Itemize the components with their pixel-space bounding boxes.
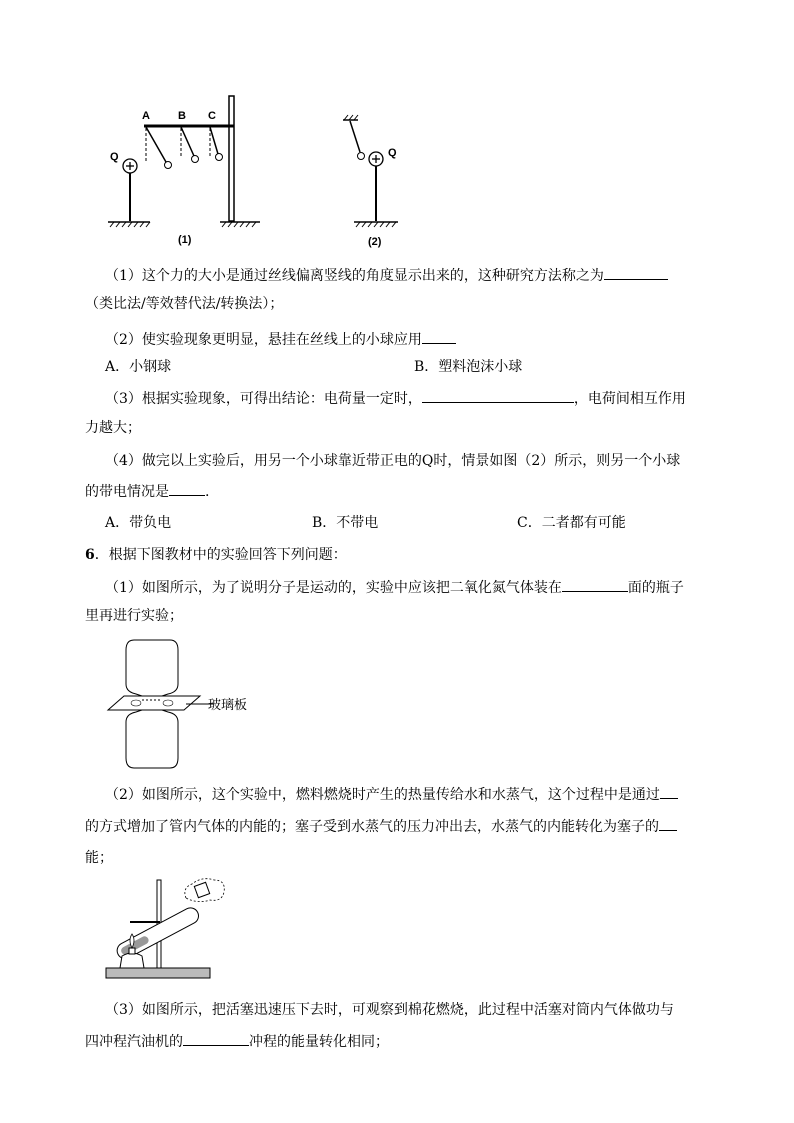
q5-part1-text: （1）这个力的大小是通过丝线偏离竖线的角度显示出来的，这种研究方法称之为 xyxy=(105,268,604,284)
q5-part4-line1: （4）做完以上实验后，用另一个小球靠近带正电的Q时，情景如图（2）所示，则另一个小球 xyxy=(105,453,681,469)
charge-q-label: Q xyxy=(110,151,119,163)
q5-part2-blank[interactable] xyxy=(422,329,456,344)
q6-part1-text-a: （1）如图所示，为了说明分子是运动的，实验中应该把二氧化氮气体装在 xyxy=(105,580,562,596)
q5-part3-blank[interactable] xyxy=(422,388,574,403)
q5-part4-option-c: C．二者都有可能 xyxy=(517,515,626,531)
point-c-label: C xyxy=(208,110,216,122)
q6-part1-text-b: 面的瓶子 xyxy=(627,580,684,596)
glass-plate-label: 玻璃板 xyxy=(208,698,248,713)
q6-part3-blank[interactable] xyxy=(183,1031,249,1046)
q5-part2-option-a: A．小钢球 xyxy=(105,359,172,375)
q5-part2-line xyxy=(105,329,456,350)
q6-part1-line2: 里再进行实验； xyxy=(85,608,183,624)
test-tube-diagram xyxy=(102,876,232,986)
q5-part4-option-b: B．不带电 xyxy=(312,515,379,531)
q6-title xyxy=(85,545,347,565)
point-b-label: B xyxy=(178,110,186,122)
gas-bottles-diagram xyxy=(104,638,214,770)
gas-diffusion-figure xyxy=(104,638,254,770)
q6-part2-line2 xyxy=(85,816,677,837)
q6-part2-blank-2[interactable] xyxy=(659,816,677,831)
q6-title-text: ．根据下图教材中的实验回答下列问题： xyxy=(94,547,347,563)
q6-part2-line3: 能； xyxy=(85,850,113,866)
q5-part1-line1 xyxy=(105,265,668,286)
q5-part4-text: 的带电情况是 xyxy=(85,484,169,500)
figure-1-caption: (1) xyxy=(178,234,192,246)
steam-experiment-figure xyxy=(102,876,232,986)
figure-2-caption: (2) xyxy=(368,236,382,248)
q6-part3-line2 xyxy=(85,1031,389,1052)
charge-q-label-2: Q xyxy=(388,147,397,159)
q6-part2-text-b: 的方式增加了管内气体的内能的；塞子受到水蒸气的压力冲出去，水蒸气的内能转化为塞子的 xyxy=(85,819,659,835)
q5-part3-line2: 力越大； xyxy=(85,420,141,436)
q5-part4-option-a: A．带负电 xyxy=(105,515,172,531)
q6-part3-text-c: 冲程的能量转化相同； xyxy=(249,1034,389,1050)
charge-experiment-figure xyxy=(100,90,420,250)
q5-part3-text-a: （3）根据实验现象，可得出结论：电荷量一定时， xyxy=(105,391,422,407)
q6-part3-text-b: 四冲程汽油机的 xyxy=(85,1034,183,1050)
q6-part1-blank[interactable] xyxy=(562,577,628,592)
q5-part2-text: （2）使实验现象更明显，悬挂在丝线上的小球应用 xyxy=(105,332,422,348)
q5-part1-options: （类比法/等效替代法/转换法）； xyxy=(85,296,284,312)
q6-part2-text-a: （2）如图所示，这个实验中，燃料燃烧时产生的热量传给水和水蒸气，这个过程中是通过 xyxy=(105,787,660,803)
q5-part1-blank[interactable] xyxy=(604,265,668,280)
q6-part2-line1 xyxy=(105,784,678,805)
q5-part4-period: . xyxy=(205,484,210,500)
q6-number: 6 xyxy=(85,547,95,563)
q5-part2-option-b: B．塑料泡沫小球 xyxy=(414,359,523,375)
q5-part1-line2 xyxy=(85,294,283,314)
q5-part3-line1 xyxy=(105,388,686,409)
q5-part4-line2 xyxy=(85,481,209,502)
q5-part3-text-b: ，电荷间相互作用 xyxy=(573,391,686,407)
q6-part1-line1 xyxy=(105,577,684,598)
charge-experiment-diagram xyxy=(100,90,420,250)
point-a-label: A xyxy=(142,110,150,122)
q5-part4-blank[interactable] xyxy=(169,481,205,496)
q6-part2-blank-1[interactable] xyxy=(660,784,678,799)
q6-part3-line1: （3）如图所示，把活塞迅速压下去时，可观察到棉花燃烧，此过程中活塞对筒内气体做功与 xyxy=(105,1002,674,1018)
